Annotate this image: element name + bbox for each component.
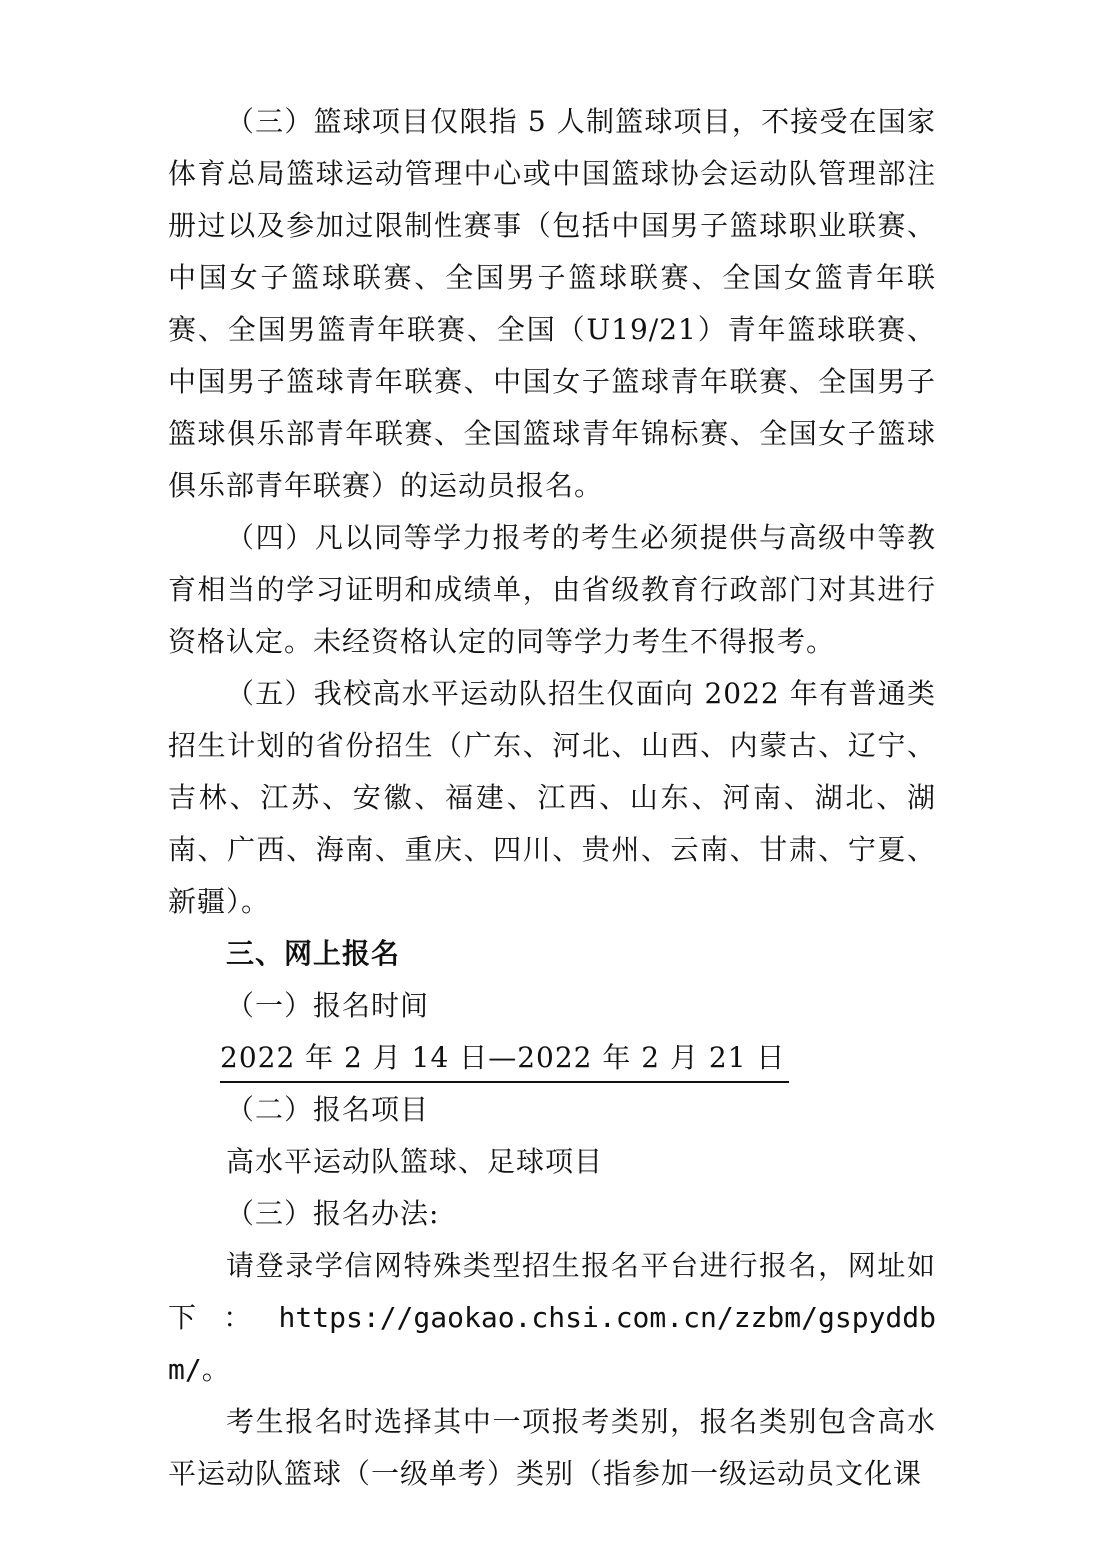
registration-method-label: （三）报名办法: xyxy=(226,1197,440,1230)
paragraph-equivalent-education: （四）凡以同等学力报考的考生必须提供与高级中等教育相当的学习证明和成绩单，由省级教育行政部门对其进行资格认定。未经资格认定的同等学力考生不得报考。 xyxy=(168,521,936,658)
section-heading-online-registration: 三、网上报名 xyxy=(226,937,401,970)
registration-time-value: 2022 年 2 月 14 日—2022 年 2 月 21 日 xyxy=(220,1035,789,1083)
document-page xyxy=(168,96,936,1500)
registration-method-text: 请登录学信网特殊类型招生报名平台进行报名，网址如下： xyxy=(168,1249,936,1334)
paragraph-basketball-restrictions: （三）篮球项目仅限指 5 人制篮球项目，不接受在国家体育总局篮球运动管理中心或中国篮球协会运动队管理部注册过以及参加过限制性赛事（包括中国男子篮球职业联赛、中国女子篮球联赛、全国男子篮球联赛、全国女篮青年联赛、全国男篮青年联赛、全国（U19/21）青年篮球联赛、中国男子篮球青年联赛、中国女子篮球青年联赛、全国男子篮球俱乐部青年联赛、全国篮球青年锦标赛、全国女子篮球俱乐部青年联赛）的运动员报名。 xyxy=(168,105,936,502)
registration-method-suffix: 。 xyxy=(201,1353,231,1386)
registration-method-paragraph xyxy=(168,1240,936,1396)
registration-category-paragraph: 考生报名时选择其中一项报考类别，报名类别包含高水平运动队篮球（一级单考）类别（指参加一级运动员文化课 xyxy=(168,1405,936,1490)
registration-items-label: （二）报名项目 xyxy=(226,1093,430,1126)
registration-items-value: 高水平运动队篮球、足球项目 xyxy=(226,1145,604,1178)
paragraph-province-list: （五）我校高水平运动队招生仅面向 2022 年有普通类招生计划的省份招生（广东、河北、山西、内蒙古、辽宁、吉林、江苏、安徽、福建、江西、山东、河南、湖北、湖南、广西、海南、重庆、四川、贵州、云南、甘肃、宁夏、新疆）。 xyxy=(168,677,936,918)
registration-time-line xyxy=(168,1032,936,1084)
registration-url-link[interactable]: https://gaokao.chsi.com.cn/zzbm/gspyddbm/ xyxy=(168,1301,936,1386)
registration-time-label: （一）报名时间 xyxy=(226,989,430,1022)
